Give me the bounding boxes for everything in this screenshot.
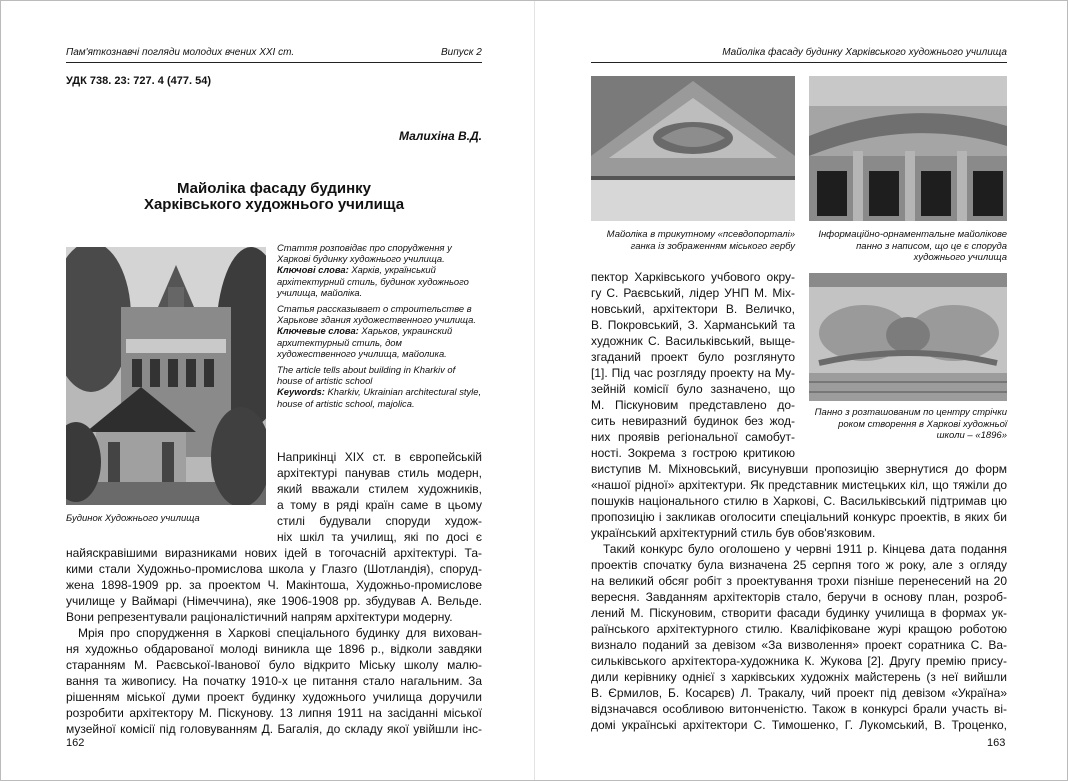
year-panel-photo	[809, 273, 1007, 401]
right-body-text	[591, 461, 1007, 733]
abstract-ru-text: Статья рассказывает о строительстве в Харькове здания художественного училища.	[277, 303, 476, 326]
caption-line: роком створення в Харкові художньої	[838, 418, 1007, 430]
year-panel-caption	[809, 407, 1007, 442]
caption-line: школи – «1896»	[936, 430, 1007, 441]
header-rule	[591, 62, 1007, 63]
running-header-right: Майоліка фасаду будинку Харківського художнього училища	[722, 47, 1007, 58]
text-line: згаданий проект було розглянуто	[591, 350, 795, 364]
text-line: виступив М. Міхновський, висунувши пропозицію звернутися до форм	[591, 462, 1007, 476]
title-line-2: Харківського художнього училища	[143, 196, 405, 213]
text-line: вання та живопису. На початку 1910-х це питання стало нагальним. За	[66, 674, 482, 688]
title-line-1: Майоліка фасаду будинку	[177, 180, 371, 197]
text-line: них проявів регіональної самобут-	[591, 430, 795, 444]
page-number-right: 163	[987, 737, 1006, 749]
text-line: а тому в ряді країн саме в цьому	[277, 498, 482, 512]
building-photo-image	[66, 247, 266, 505]
text-line: «нашої рідної» архітектури. Як представник мистецьких кіл, що тяжіли до	[591, 478, 1007, 492]
text-line: пропозицію і закликав оголосити спеціальний конкурс проектів, в яких би	[591, 510, 1007, 524]
text-line: старанням М. Раєвської-Іванової було відкрито Міську школу малю-	[66, 658, 482, 672]
abstracts	[277, 242, 483, 414]
text-line: новський, архітектори В. Величко,	[591, 302, 795, 316]
text-line: сильківського архітектора-художника К. Жукова [2]. Другу премію прису-	[591, 654, 1007, 668]
text-line: Такий конкурс було оголошено у червні 1911 р. Кінцева дата подання	[603, 542, 1007, 556]
abstract-en-text: The article tells about building in Kharkiv of house of artistic school	[277, 364, 456, 387]
abstract-uk-text: Стаття розповідає про спорудження у Харкові будинку художнього училища.	[277, 242, 452, 265]
author-name: Малихіна В.Д.	[398, 129, 482, 143]
text-line: визнало поданий за девізом «За визволення» проект соратника С. Ва-	[591, 638, 1007, 652]
text-line: стилі будували споруди худож-	[277, 514, 482, 528]
facade-panel-photo	[809, 76, 1007, 221]
text-line: музейної комісії під головуванням Д. Багалія, до складу якої увійшли інс-	[66, 722, 482, 736]
text-line: сить невиразний будинок без жод-	[591, 414, 795, 428]
text-line: який вважали стилем художників,	[277, 482, 482, 496]
pediment-caption	[591, 229, 795, 252]
text-line: Мрія про спорудження в Харкові спеціального будинку для вихован-	[78, 626, 482, 640]
text-line: відзначався особливою витонченістю. Також в конкурсі брали участь ві-	[591, 702, 1007, 716]
abstract-uk-keywords: Харків, український архітектурний стиль, будинок художнього училища, майоліка.	[277, 264, 469, 298]
abstract-en	[277, 364, 483, 409]
text-line: дили керівнику однієї з харківських художніх майстерень (з неї вийшли	[591, 670, 1007, 684]
text-line: вересня. Завданням архітекторів стало, беручи в основу план, розроб-	[591, 590, 1007, 604]
abstract-ru-keywords-label: Ключевые слова:	[277, 325, 359, 337]
caption-line: художнього училища	[913, 252, 1007, 263]
text-line: зейній комісії було зазначено, що	[591, 382, 795, 396]
text-line: ня художньо обдарованої молоді виникла ще 1896 р., відколи завдяки	[66, 642, 482, 656]
pediment-majolica-photo	[591, 76, 795, 221]
text-line: раїнського архітектурного стилю. Кваліфіковане журі кращою роботою	[591, 622, 1007, 636]
pediment-majolica-image	[591, 76, 795, 221]
running-header-left: Пам'яткознавчі погляди молодих вчених ХХІ ст.	[66, 47, 295, 58]
text-line: М. Піскуновим представлено до-	[591, 398, 795, 412]
right-narrow-text	[591, 269, 795, 461]
abstract-en-keywords: Kharkiv, Ukrainian architectural style, house of artistic school, majolica.	[277, 386, 482, 409]
abstract-uk	[277, 242, 483, 298]
text-line: проектів спочатку була визначена 25 серпня того ж року, але з огляду	[591, 558, 1007, 572]
abstract-ru-keywords: Харьков, украинский архитектурный стиль, дом художественного училища, майолика.	[277, 325, 453, 359]
header-rule	[66, 62, 482, 63]
caption-line: Інформаційно-орнаментальне майолікове	[818, 229, 1007, 240]
caption-line: панно з написом, що це є споруда	[856, 240, 1007, 252]
text-line: пектор Харківського учбового окру-	[591, 270, 795, 284]
text-line: архітектурі панував стиль модерн,	[277, 466, 482, 480]
text-line: жена 1898-1909 рр. за проектом Ч. Макінтоша, Художньо-промислове	[66, 578, 482, 592]
text-line: гу С. Раєвський, лідер УНП М. Міх-	[591, 286, 795, 300]
right-page	[535, 1, 1068, 780]
text-line: найяскравішими виразниками нових ідей в тогочасній архітектурі. Та-	[66, 546, 482, 560]
article-title	[66, 181, 482, 213]
text-line: кими стали Художньо-промислова школа у Глазго (Шотландія), споруд-	[66, 562, 482, 576]
text-line: училище у Ваймарі (Німеччина), яке 1906-1908 рр. збудував А. Вельде.	[66, 594, 482, 608]
text-line: ності. Зокрема з гострою критикою	[591, 446, 795, 460]
caption-line: ганка із зображенням міського гербу	[630, 240, 795, 252]
text-line: лений М. Піскуновим, створити фасади будинку училища в формах ук-	[591, 606, 1007, 620]
text-line: В. Покровський, З. Харманський та	[591, 318, 795, 332]
abstract-uk-keywords-label: Ключові слова:	[277, 264, 349, 276]
caption-line: Майоліка в трикутному «псевдопорталі»	[606, 229, 795, 240]
left-page	[1, 1, 535, 780]
text-line: рішенням міської думи проект будинку художнього училища доручили	[66, 690, 482, 704]
text-line: український архітектурний стиль був обов'язковим.	[591, 526, 876, 540]
text-line: [1]. Під час розгляду проекту на Му-	[591, 366, 795, 380]
caption-line: Панно з розташованим по центру стрічки	[814, 407, 1007, 418]
abstract-en-keywords-label: Keywords:	[277, 386, 325, 398]
text-line: Вони репрезентували раціоналістичний напрям архітектури модерну.	[66, 610, 453, 624]
text-line: Наприкінці XIX ст. в європейській	[277, 450, 482, 464]
building-photo	[66, 247, 266, 505]
udk-code: УДК 738. 23: 727. 4 (477. 54)	[66, 75, 211, 87]
year-panel-image	[809, 273, 1007, 401]
left-body-text	[66, 545, 482, 737]
facade-panel-caption	[809, 229, 1007, 264]
text-line: художник С. Васильківський, выще-	[591, 334, 795, 348]
left-narrow-text	[277, 449, 482, 545]
facade-panel-image	[809, 76, 1007, 221]
abstract-ru	[277, 303, 483, 359]
text-line: розробити архітектору М. Піскунову. 13 липня 1911 на засіданні міської	[66, 706, 482, 720]
text-line: ніх шкіл та училищ, які по досі є	[277, 530, 482, 544]
text-line: на великий обсяг робіт з проектування трохи пізніше перенесений на 20	[591, 574, 1007, 588]
page-number-left: 162	[66, 737, 85, 749]
building-photo-caption: Будинок Художнього училища	[66, 513, 200, 524]
issue-label: Випуск 2	[441, 47, 482, 58]
text-line: пошуків національного стилю в Харкові, С. Васильківський підтримав цю	[591, 494, 1007, 508]
text-line: домі українські архітектори С. Тимошенко, Г. Лукомський, В. Троценко,	[591, 718, 1007, 732]
text-line: В. Єрмилов, Б. Косарєв) Л. Тракалу, чий проект під девізом «Україна»	[591, 686, 1007, 700]
